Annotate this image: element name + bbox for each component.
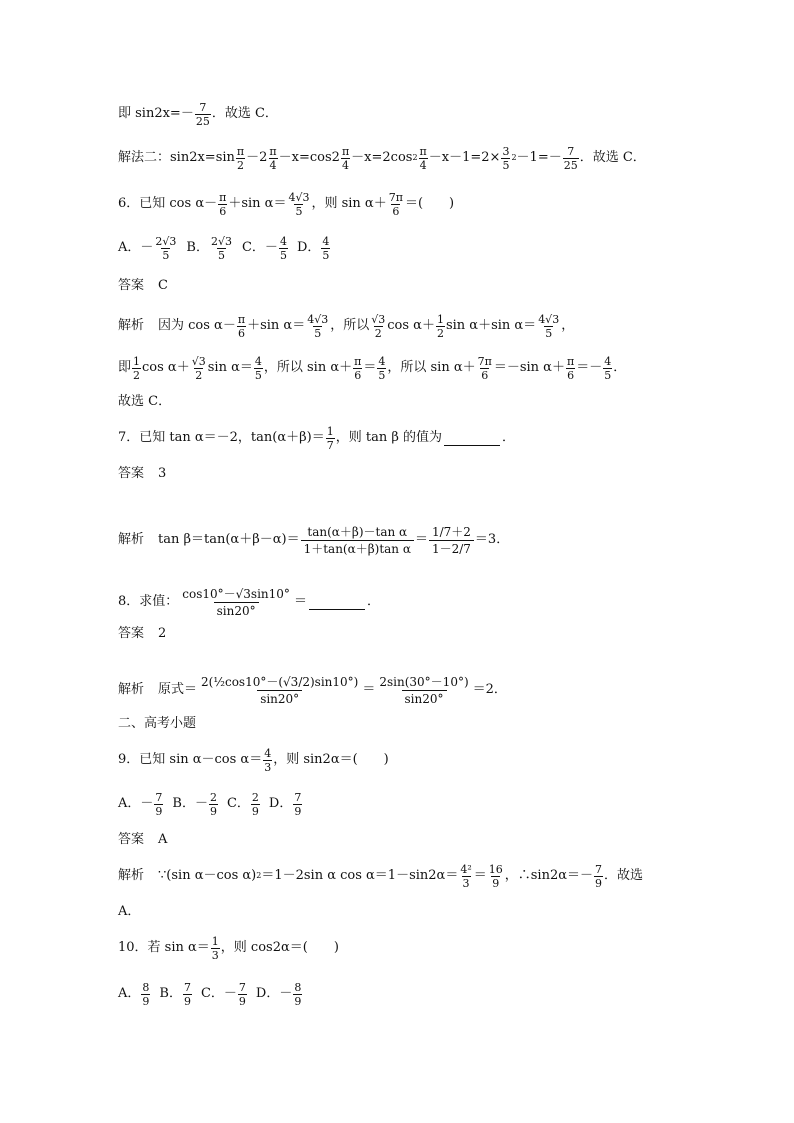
question-10: 10．若 sin α＝ $\frac{1}{3}$ ，则 cos2α＝( ) — [118, 934, 339, 962]
answer-8: 答案 2 — [118, 626, 167, 641]
line-method-two: 解法二：sin2x=sin $\frac{\pi}{2}$ －2 $\frac{\pi}{4}$ －x=cos2 $\frac{\pi}{4}$ －x=2cos 2 $\frac{\pi}{4}$ －x－1=2× $\frac{3}{5}$ 2 －1=－ $\frac{7}{25}$ ．故选 C． — [118, 144, 646, 172]
answer-blank — [444, 431, 500, 446]
question-6: 6．已知 cos α－ $\frac{\pi}{6}$ ＋sin α＝ $\frac{4√3}{5}$ ，则 sin α＋ $\frac{7\pi}{6}$ ＝( ) — [118, 190, 455, 218]
solution-7: 解析 tan β＝tan(α＋β－α)＝ $\frac{\text{tan(α＋β)－tan α}}{\text{1＋tan(α＋β)tan α}}$ ＝ $\frac{1/7+2}{1-2/7}$ ＝3． — [118, 524, 510, 556]
question-7: 7．已知 tan α＝－2，tan(α＋β)＝ $\frac{1}{7}$ ，则 tan β 的值为 ． — [118, 424, 515, 452]
solution-6-line-1: 解析 因为 cos α－ $\frac{\pi}{6}$ ＋sin α＝ $\frac{4√3}{5}$ ，所以 $\frac{√3}{2}$ cos α＋ $\frac{1}{2}$ sin α＋sin α＝ $\frac{4√3}{5}$ ， — [118, 312, 575, 340]
question-8: 8．求值： $\frac{\cos 10^\circ-√3\sin 10^\circ}{\sin 20^\circ}$ ＝ ． — [118, 586, 380, 618]
solution-8: 解析 原式＝ $\frac{\text{2(½cos10°－(√3/2)sin10°)}}{\sin 20^\circ}$ ＝ $\frac{2\sin(30^\circ-10^\circ)}{\sin 20^\circ}$ ＝2． — [118, 674, 507, 706]
question-6-options: A．－ $\frac{2√3}{5}$ B． $\frac{2√3}{5}$ C．－ $\frac{4}{5}$ D． $\frac{4}{5}$ — [118, 234, 330, 262]
text: 即 sin2x=－ — [118, 106, 194, 121]
question-9: 9．已知 sin α－cos α＝ $\frac{4}{3}$ ，则 sin2α＝( ) — [118, 746, 389, 774]
section-title: 二、高考小题 — [118, 716, 197, 731]
answer-6: 答案 C — [118, 278, 168, 293]
solution-6-line-3: 故选 C． — [118, 394, 172, 409]
question-10-options: A． $\frac{8}{9}$ B． $\frac{7}{9}$ C．－ $\frac{7}{9}$ D．－ $\frac{8}{9}$ — [118, 980, 302, 1008]
answer-blank — [309, 595, 365, 610]
fraction: $\frac{7}{25}$ — [195, 100, 210, 128]
answer-9: 答案 A — [118, 832, 168, 847]
solution-9: 解析 ∵(sin α－cos α) 2 ＝1－2sin α cos α＝1－sin2α＝ $\frac{\text{4²}}{3}$ ＝ $\frac{16}{9}$ ，∴sin2α＝－ $\frac{7}{9}$ ．故选 — [118, 862, 644, 890]
text: ．故选 C． — [211, 106, 278, 121]
question-9-options: A．－ $\frac{7}{9}$ B．－ $\frac{2}{9}$ C． $\frac{2}{9}$ D． $\frac{7}{9}$ — [118, 790, 302, 818]
answer-7: 答案 3 — [118, 466, 167, 481]
solution-9-line-2: A． — [118, 904, 141, 919]
line-sin2x-result — [118, 100, 708, 128]
solution-6-line-2: 即 $\frac{1}{2}$ cos α＋ $\frac{√3}{2}$ sin α＝ $\frac{4}{5}$ ，所以 sin α＋ $\frac{\pi}{6}$ ＝ $\frac{4}{5}$ ，所以 sin α＋ $\frac{7\pi}{6}$ ＝－sin α＋ $\frac{\pi}{6}$ ＝－ $\frac{4}{5}$ ． — [118, 354, 627, 382]
